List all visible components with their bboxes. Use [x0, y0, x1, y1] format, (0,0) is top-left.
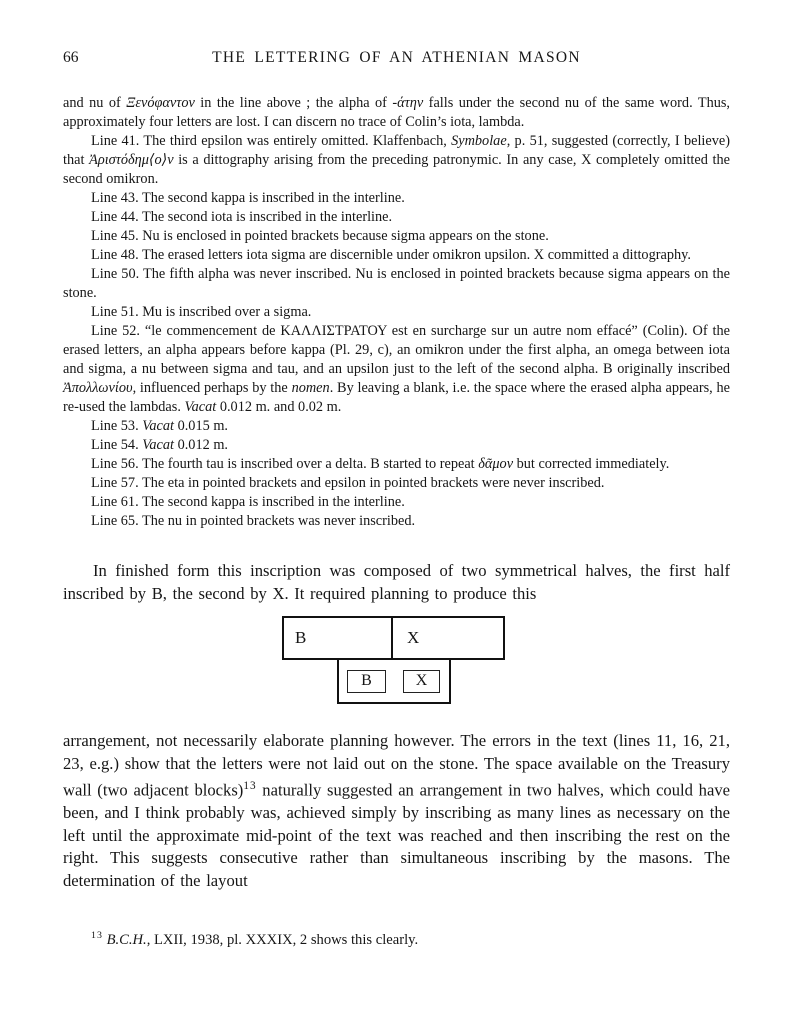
note-paragraph-line-52	[63, 322, 730, 417]
italic-text: nomen	[291, 380, 330, 396]
text-segment: , p. 51, suggested (correctly, I believe) that	[63, 133, 730, 168]
footnote-13	[63, 926, 730, 950]
text-segment: Line 57. The eta in pointed brackets and epsilon in pointed brackets were never inscribed.	[91, 475, 605, 491]
italic-text: Ἀπολλωνίου	[63, 380, 133, 396]
text-segment: 0.015 m.	[174, 418, 229, 434]
italic-text: Ξενόφαντον	[126, 95, 195, 111]
text-segment: , influenced perhaps by the	[132, 380, 292, 396]
running-title: THE LETTERING OF AN ATHENIAN MASON	[212, 49, 581, 66]
text-segment: in the line above ; the alpha of	[194, 95, 393, 111]
text-segment: Line 48. The erased letters iota sigma are discernible under omikron upsilon. X committed a dittography.	[91, 247, 691, 263]
note-paragraph-line-41	[63, 132, 730, 189]
italic-text: -άτην	[392, 95, 424, 111]
superscript-ref: 13	[91, 930, 103, 942]
text-segment: naturally suggested an arrangement in two halves, which could have been, and I think probably was, achieved simply by inscribing as many lines as necessary on the left until the approximate mid-point of the text was reached and then inscribing the rest on the right. This suggests consecutive rather than simultaneous inscribing by the masons. The determination of the layout	[63, 780, 730, 890]
note-paragraph-line-56	[63, 455, 730, 474]
block-layout-diagram	[63, 616, 730, 704]
text-segment: Line 56. The fourth tau is inscribed over a delta. B started to repeat	[91, 456, 479, 472]
diagram-upper-left-block	[284, 618, 393, 658]
note-paragraph-line-44	[63, 208, 730, 227]
italic-text: Vacat	[142, 437, 174, 453]
text-segment: and nu of	[63, 95, 127, 111]
text-segment: Line 51. Mu is inscribed over a sigma.	[91, 304, 312, 320]
note-paragraph-line-53	[63, 417, 730, 436]
note-paragraph-line-50	[63, 265, 730, 303]
text-segment: 0.012 m.	[174, 437, 229, 453]
italic-text: Symbolae	[451, 133, 507, 149]
body-paragraph-1	[63, 559, 730, 605]
text-segment: falls under the second nu of the same word. Thus, approximately four letters are lost. I can discern no trace of Colin’s iota, lambda.	[63, 95, 731, 130]
page-header	[63, 49, 730, 69]
text-segment: 0.012 m. and 0.02 m.	[216, 399, 342, 415]
diagram-label-x-inner: X	[415, 672, 428, 689]
text-segment: is a dittography arising from the preceding patronymic. In any case, X completely omitted the second omikron.	[63, 152, 731, 187]
body-paragraph-2	[63, 730, 730, 892]
diagram-label-b-inner: B	[361, 672, 372, 689]
text-segment: Line 43. The second kappa is inscribed in the interline.	[91, 190, 405, 206]
diagram-upper-blocks	[282, 616, 505, 660]
text-segment: Line 45. Nu is enclosed in pointed brackets because sigma appears on the stone.	[91, 228, 549, 244]
text-segment: arrangement, not necessarily elaborate planning however. The errors in the text (lines 11, 16, 21, 23, e.g.) show that the letters were not laid out on the stone. The space available on the Treasury wall (two adjacent blocks)	[63, 731, 730, 800]
text-segment: Line 41. The third epsilon was entirely omitted. Klaffenbach,	[91, 133, 452, 149]
text-segment: In finished form this inscription was composed of two symmetrical halves, the first half inscribed by B, the second by X. It required planning to produce this	[63, 561, 730, 603]
note-paragraph-line-57	[63, 474, 730, 493]
italic-text: Vacat	[142, 418, 174, 434]
note-paragraph-line-51	[63, 303, 730, 322]
note-paragraph-line-54	[63, 436, 730, 455]
text-segment: , LXII, 1938, pl. XXXIX, 2 shows this clearly.	[146, 931, 419, 948]
text-segment: Line 65. The nu in pointed brackets was never inscribed.	[91, 513, 416, 529]
page-number: 66	[63, 49, 79, 66]
note-paragraph-line-48	[63, 246, 730, 265]
note-paragraph-line-61	[63, 493, 730, 512]
note-paragraph-line-45	[63, 227, 730, 246]
superscript-ref: 13	[243, 780, 257, 792]
diagram-upper-right-block	[393, 618, 503, 658]
text-segment: . By leaving a blank, i.e. the space where the erased alpha appears, he re-used the lambdas.	[63, 380, 730, 415]
italic-text: δᾶμον	[478, 456, 514, 472]
italic-text: B.C.H.	[106, 931, 147, 948]
note-paragraph-continuation	[63, 94, 730, 132]
diagram-inner-box-x	[403, 670, 440, 693]
apparatus-notes	[63, 94, 730, 531]
note-paragraph-line-65	[63, 512, 730, 531]
text-segment: Line 54.	[91, 437, 143, 453]
text-segment: Line 53.	[91, 418, 143, 434]
diagram-label-x-upper: X	[407, 628, 420, 647]
diagram-lower-block	[337, 660, 451, 704]
italic-text: Ἀριστόδημ⟨ο⟩ν	[89, 152, 174, 168]
diagram-inner-box-b	[347, 670, 386, 693]
text-segment: but corrected immediately.	[513, 456, 670, 472]
text-segment: Line 61. The second kappa is inscribed in the interline.	[91, 494, 405, 510]
note-paragraph-line-43	[63, 189, 730, 208]
diagram-label-b-upper: B	[295, 628, 307, 647]
text-segment: Line 50. The fifth alpha was never inscribed. Nu is enclosed in pointed brackets because sigma appears on the stone.	[63, 266, 730, 301]
text-segment: Line 44. The second iota is inscribed in the interline.	[91, 209, 393, 225]
text-segment: Line 52. “le commencement de ΚΑΛΛΙΣΤΡΑΤΟΥ est en surcharge sur un autre nom effacé” (Colin). Of the erased letters, an alpha appears before kappa (Pl. 29, c), an omikron under the first alpha, an omega between iota and sigma, a nu between sigma and tau, and an upsilon just to the left of the second alpha. B originally inscribed	[63, 323, 730, 377]
italic-text: Vacat	[184, 399, 217, 415]
